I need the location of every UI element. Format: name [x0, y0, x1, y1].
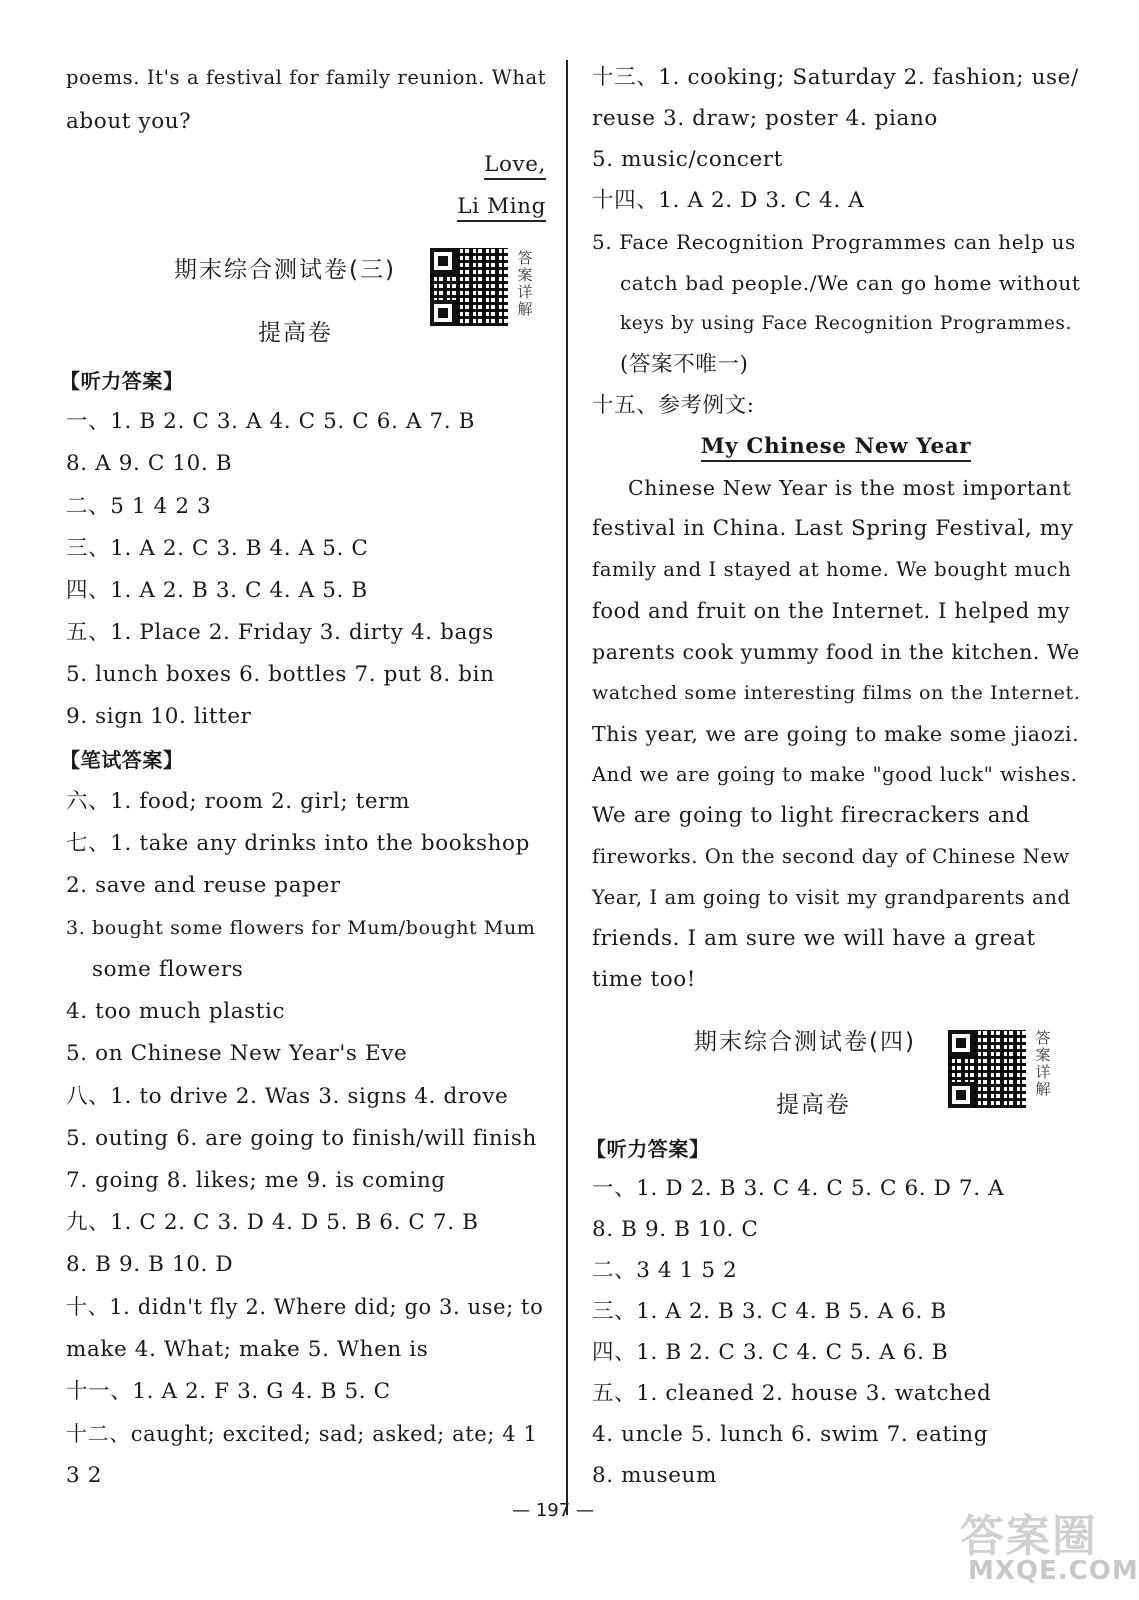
answer-line: 十五、参考例文:	[592, 393, 755, 418]
essay-title-text: My Chinese New Year	[701, 434, 971, 462]
essay-line: family and I stayed at home. We bought much	[592, 558, 1072, 581]
answer-line: 7. going 8. likes; me 9. is coming	[66, 1168, 446, 1193]
answer-line: (答案不唯一)	[620, 352, 749, 377]
answer-line: 五、1. cleaned 2. house 3. watched	[592, 1381, 992, 1406]
essay-line: festival in China. Last Spring Festival, my	[592, 516, 1074, 541]
answer-line: 8. A 9. C 10. B	[66, 451, 233, 476]
answer-line: 8. B 9. B 10. D	[66, 1252, 234, 1277]
answer-line: 3. bought some flowers for Mum/bought Mum	[66, 917, 536, 939]
letter-line: poems. It's a festival for family reunion. What	[66, 66, 547, 89]
answer-line: 十四、1. A 2. D 3. C 4. A	[592, 188, 865, 213]
answer-line: 十三、1. cooking; Saturday 2. fashion; use/	[592, 65, 1079, 90]
essay-line: parents cook yummy food in the kitchen. We	[592, 640, 1080, 664]
answer-line: 三、1. A 2. B 3. C 4. B 5. A 6. B	[592, 1299, 947, 1324]
answer-line: 十二、caught; excited; sad; asked; ate; 4 1	[66, 1422, 538, 1446]
answer-line: 5. music/concert	[592, 147, 783, 172]
answer-line: 4. too much plastic	[66, 999, 286, 1024]
answer-line: 3 2	[66, 1463, 102, 1488]
column-divider	[566, 60, 568, 1515]
listening-answers-tag: 【听力答案】	[586, 1137, 710, 1161]
listening-answers-tag: 【听力答案】	[60, 369, 184, 393]
answer-line: 二、5 1 4 2 3	[66, 494, 212, 519]
answer-line: 二、3 4 1 5 2	[592, 1258, 738, 1283]
qr-label: 答案详解	[517, 249, 533, 318]
essay-line: watched some interesting films on the Internet.	[592, 682, 1081, 704]
test4-title: 期末综合测试卷(四)	[694, 1029, 916, 1055]
answer-line: 5. on Chinese New Year's Eve	[66, 1041, 408, 1066]
answer-line: 四、1. A 2. B 3. C 4. A 5. B	[66, 578, 368, 603]
answer-line: some flowers	[92, 957, 244, 982]
answer-line: 四、1. B 2. C 3. C 4. C 5. A 6. B	[592, 1340, 949, 1365]
answer-line: 九、1. C 2. C 3. D 4. D 5. B 6. C 7. B	[66, 1210, 479, 1235]
answer-line: 三、1. A 2. C 3. B 4. A 5. C	[66, 536, 369, 561]
essay-line: This year, we are going to make some jiaozi.	[592, 722, 1080, 746]
essay-line: food and fruit on the Internet. I helped my	[592, 599, 1071, 623]
page-number: — 197 —	[512, 1500, 594, 1521]
qr-code-icon[interactable]	[430, 248, 508, 326]
answer-line: 5. outing 6. are going to finish/will finish	[66, 1126, 537, 1151]
answer-line: catch bad people./We can go home without	[620, 271, 1081, 295]
essay-title	[592, 432, 1080, 462]
watermark-url-text: MXQE.COM	[968, 1556, 1139, 1586]
site-watermark-logo	[960, 1500, 1139, 1595]
answer-line: 一、1. B 2. C 3. A 4. C 5. C 6. A 7. B	[66, 409, 476, 434]
answer-line: 八、1. to drive 2. Was 3. signs 4. drove	[66, 1084, 509, 1109]
answer-line: make 4. What; make 5. When is	[66, 1337, 429, 1362]
essay-line: friends. I am sure we will have a great	[592, 926, 1036, 951]
answer-line: 七、1. take any drinks into the bookshop	[66, 831, 530, 856]
answer-line: 十一、1. A 2. F 3. G 4. B 5. C	[66, 1379, 391, 1404]
essay-line: We are going to light firecrackers and	[592, 803, 1030, 828]
test3-subtitle: 提高卷	[258, 320, 333, 346]
answer-line: 一、1. D 2. B 3. C 4. C 5. C 6. D 7. A	[592, 1176, 1005, 1201]
essay-line: Chinese New Year is the most important	[628, 476, 1072, 500]
answer-line: 9. sign 10. litter	[66, 704, 252, 729]
answer-line: keys by using Face Recognition Programmes.	[620, 313, 1073, 334]
watermark-main-text: 答案圈	[960, 1511, 1098, 1562]
written-answers-tag: 【笔试答案】	[60, 748, 184, 772]
answer-line: 五、1. Place 2. Friday 3. dirty 4. bags	[66, 620, 494, 645]
test3-title: 期末综合测试卷(三)	[174, 257, 396, 283]
qr-label: 答案详解	[1035, 1029, 1051, 1098]
answer-line: 4. uncle 5. lunch 6. swim 7. eating	[592, 1422, 989, 1447]
essay-line: And we are going to make "good luck" wishes.	[592, 763, 1078, 786]
answer-line: 8. B 9. B 10. C	[592, 1217, 759, 1242]
letter-closing	[484, 150, 546, 180]
answer-line: 5. lunch boxes 6. bottles 7. put 8. bin	[66, 662, 495, 687]
essay-line: time too!	[592, 967, 697, 992]
letter-signature-text: Li Ming	[457, 194, 546, 222]
answer-line: 5. Face Recognition Programmes can help us	[592, 230, 1076, 254]
letter-line: about you?	[66, 109, 192, 134]
answer-line: 8. museum	[592, 1463, 717, 1488]
qr-code-icon[interactable]	[948, 1030, 1026, 1108]
essay-line: Year, I am going to visit my grandparents and	[592, 886, 1071, 909]
answer-line: 2. save and reuse paper	[66, 873, 341, 898]
test4-subtitle: 提高卷	[776, 1092, 851, 1118]
letter-signature	[457, 192, 546, 222]
answer-line: 六、1. food; room 2. girl; term	[66, 789, 411, 814]
answer-line: reuse 3. draw; poster 4. piano	[592, 106, 938, 131]
essay-line: fireworks. On the second day of Chinese New	[592, 845, 1070, 868]
letter-closing-text: Love,	[484, 152, 546, 180]
answer-line: 十、1. didn't fly 2. Where did; go 3. use; to	[66, 1295, 544, 1319]
